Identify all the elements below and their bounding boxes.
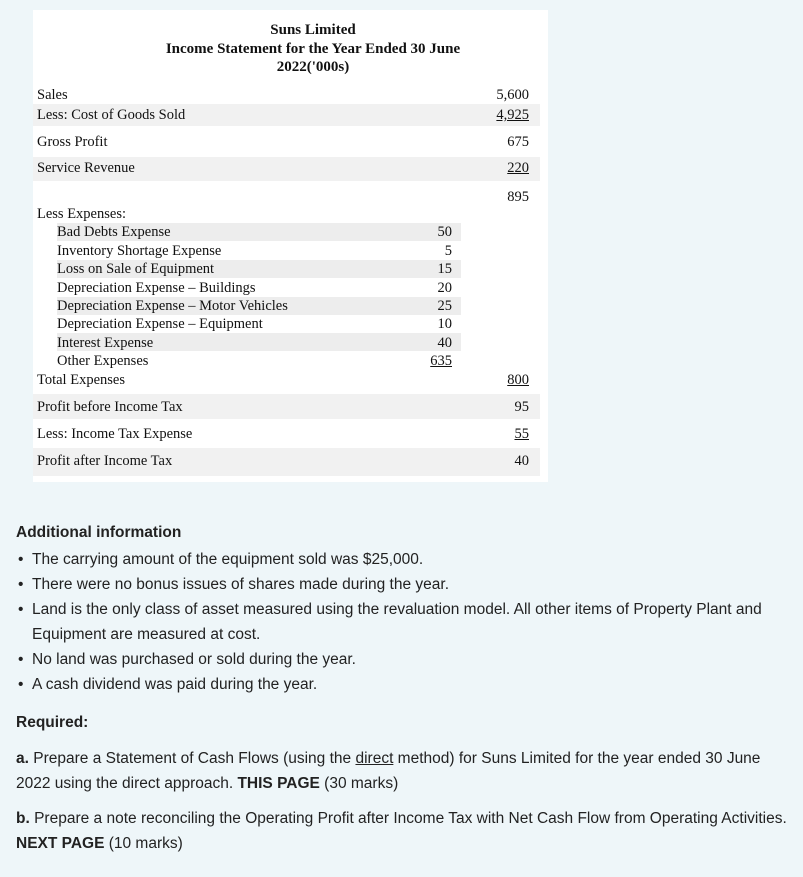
sales-row [33,84,540,106]
total-expenses-label: Total Expenses [37,372,125,388]
list-item: • A cash dividend was paid during the year. [18,676,318,693]
expense-value: 20 [437,279,452,296]
expense-value: 10 [437,316,452,332]
question-text [16,520,796,856]
expense-value: 50 [437,224,452,240]
profit-before-tax-value: 95 [514,399,529,415]
expense-label: Depreciation Expense – Buildings [57,279,256,296]
list-item: • There were no bonus issues of shares made during the year. [18,576,450,593]
expense-value: 25 [437,298,452,314]
service-revenue-label: Service Revenue [37,160,135,176]
company-name: Suns Limited [270,22,356,38]
requirement-b: b. Prepare a note reconciling the Operating Profit after Income Tax with Net Cash Flow from Operating Activities. NEXT PAGE (10 marks) [16,810,787,852]
additional-info-list [16,547,796,697]
expense-label: Bad Debts Expense [57,224,171,240]
sales-value: 5,600 [496,87,529,103]
income-statement [33,10,548,482]
list-item: • Land is the only class of asset measured using the revaluation model. All other items of Property Plant and Equipment are measured at cost. [18,601,762,643]
gross-profit-row [33,131,540,153]
expense-label: Interest Expense [57,334,154,351]
income-tax-row [33,423,540,445]
less-expenses-label: Less Expenses: [37,206,126,222]
total-expenses-row [33,369,540,391]
requirement-a: a. Prepare a Statement of Cash Flows (using the direct method) for Suns Limited for the year ended 30 June 2022 using the direct approach. THIS PAGE (30 marks) [16,750,761,792]
profit-after-tax-value: 40 [514,453,529,469]
additional-info-heading: Additional information [16,524,182,541]
expense-label: Depreciation Expense – Equipment [57,316,263,332]
sales-label: Sales [37,87,68,103]
income-tax-value: 55 [514,426,529,442]
profit-after-tax-row [33,448,540,476]
profit-after-tax-label: Profit after Income Tax [37,453,173,469]
gross-profit-value: 675 [507,134,529,150]
required-heading: Required: [16,714,89,731]
expense-label: Loss on Sale of Equipment [57,261,215,277]
cogs-row [33,104,540,126]
service-revenue-row [33,157,540,181]
expense-label: Other Expenses [57,353,149,369]
statement-title: Income Statement for the Year Ended 30 June [165,41,461,57]
profit-before-tax-label: Profit before Income Tax [37,399,183,415]
service-revenue-value: 220 [507,160,529,176]
expense-label: Inventory Shortage Expense [57,242,222,259]
expense-value: 5 [444,242,452,259]
income-tax-label: Less: Income Tax Expense [37,426,193,442]
statement-title-2: 2022('000s) [276,59,350,75]
expense-value: 40 [437,334,452,351]
total-expenses-value: 800 [507,372,529,388]
list-item: • No land was purchased or sold during the year. [18,651,356,668]
cogs-label: Less: Cost of Goods Sold [37,107,186,123]
subtotal-value: 895 [507,189,529,205]
list-item: • The carrying amount of the equipment sold was $25,000. [18,551,424,568]
expense-value: 15 [437,261,452,277]
expense-value: 635 [430,353,452,369]
gross-profit-label: Gross Profit [37,134,108,150]
cogs-value: 4,925 [496,107,529,123]
profit-before-tax-row [33,394,540,419]
less-expenses-row [33,203,540,223]
expense-label: Depreciation Expense – Motor Vehicles [57,298,288,314]
